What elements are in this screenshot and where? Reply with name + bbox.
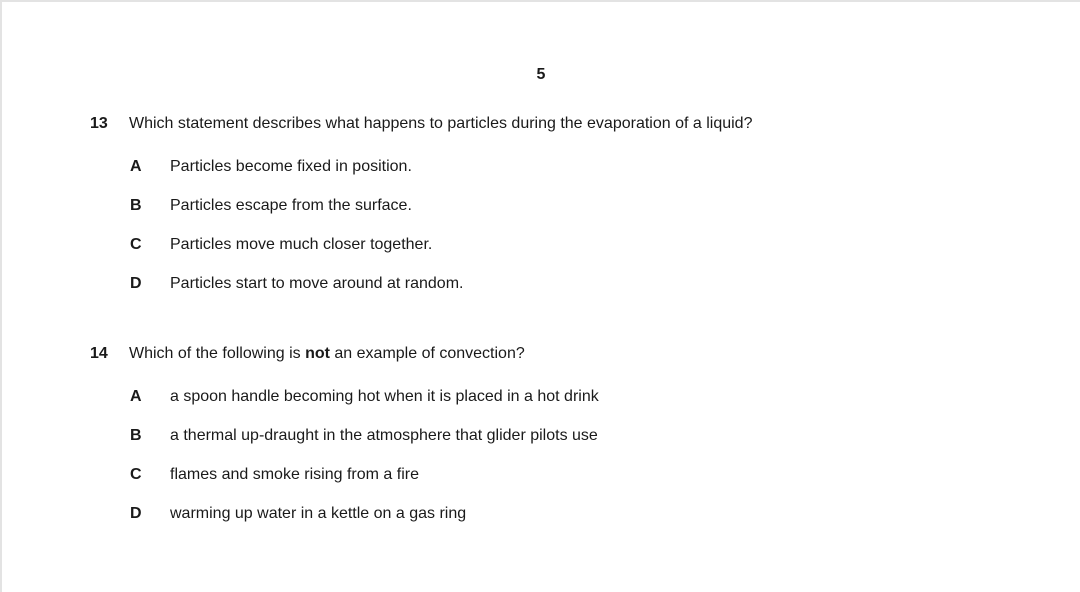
question-13 <box>90 114 1040 313</box>
option-text: Particles become fixed in position. <box>170 158 412 175</box>
option-text: a spoon handle becoming hot when it is placed in a hot drink <box>170 388 599 405</box>
option-letter: C <box>130 466 142 483</box>
question-13-number: 13 <box>90 115 108 132</box>
question-14-bold-word: not <box>305 345 330 362</box>
question-14-option-b <box>130 426 1040 446</box>
option-letter: C <box>130 236 142 253</box>
question-14 <box>90 344 1040 543</box>
question-14-option-a <box>130 387 1040 407</box>
option-letter: B <box>130 427 142 444</box>
question-14-text-after: an example of convection? <box>329 345 525 362</box>
option-letter: D <box>130 505 142 522</box>
option-letter: A <box>130 158 142 175</box>
question-13-option-c <box>130 235 1040 255</box>
question-14-stem <box>90 344 1040 364</box>
question-13-option-b <box>130 196 1040 216</box>
question-13-option-a <box>130 157 1040 177</box>
question-13-options <box>130 157 1040 294</box>
question-13-text: Which statement describes what happens to particles during the evaporation of a liquid? <box>129 115 753 132</box>
option-letter: A <box>130 388 142 405</box>
question-14-option-c <box>130 465 1040 485</box>
option-text: Particles start to move around at random. <box>170 275 464 292</box>
option-text: warming up water in a kettle on a gas ring <box>170 505 467 522</box>
question-14-option-d <box>130 504 1040 524</box>
option-letter: B <box>130 197 142 214</box>
option-text: Particles escape from the surface. <box>170 197 412 214</box>
question-14-text <box>129 344 1040 364</box>
question-14-text-before: Which of the following is <box>129 345 306 362</box>
question-13-stem <box>90 114 1040 134</box>
question-14-options <box>130 387 1040 524</box>
page-number: 5 <box>536 66 546 83</box>
option-text: a thermal up-draught in the atmosphere that glider pilots use <box>170 427 598 444</box>
option-text: Particles move much closer together. <box>170 236 433 253</box>
option-letter: D <box>130 275 142 292</box>
question-13-option-d <box>130 274 1040 294</box>
option-text: flames and smoke rising from a fire <box>170 466 419 483</box>
question-14-number: 14 <box>90 345 108 362</box>
